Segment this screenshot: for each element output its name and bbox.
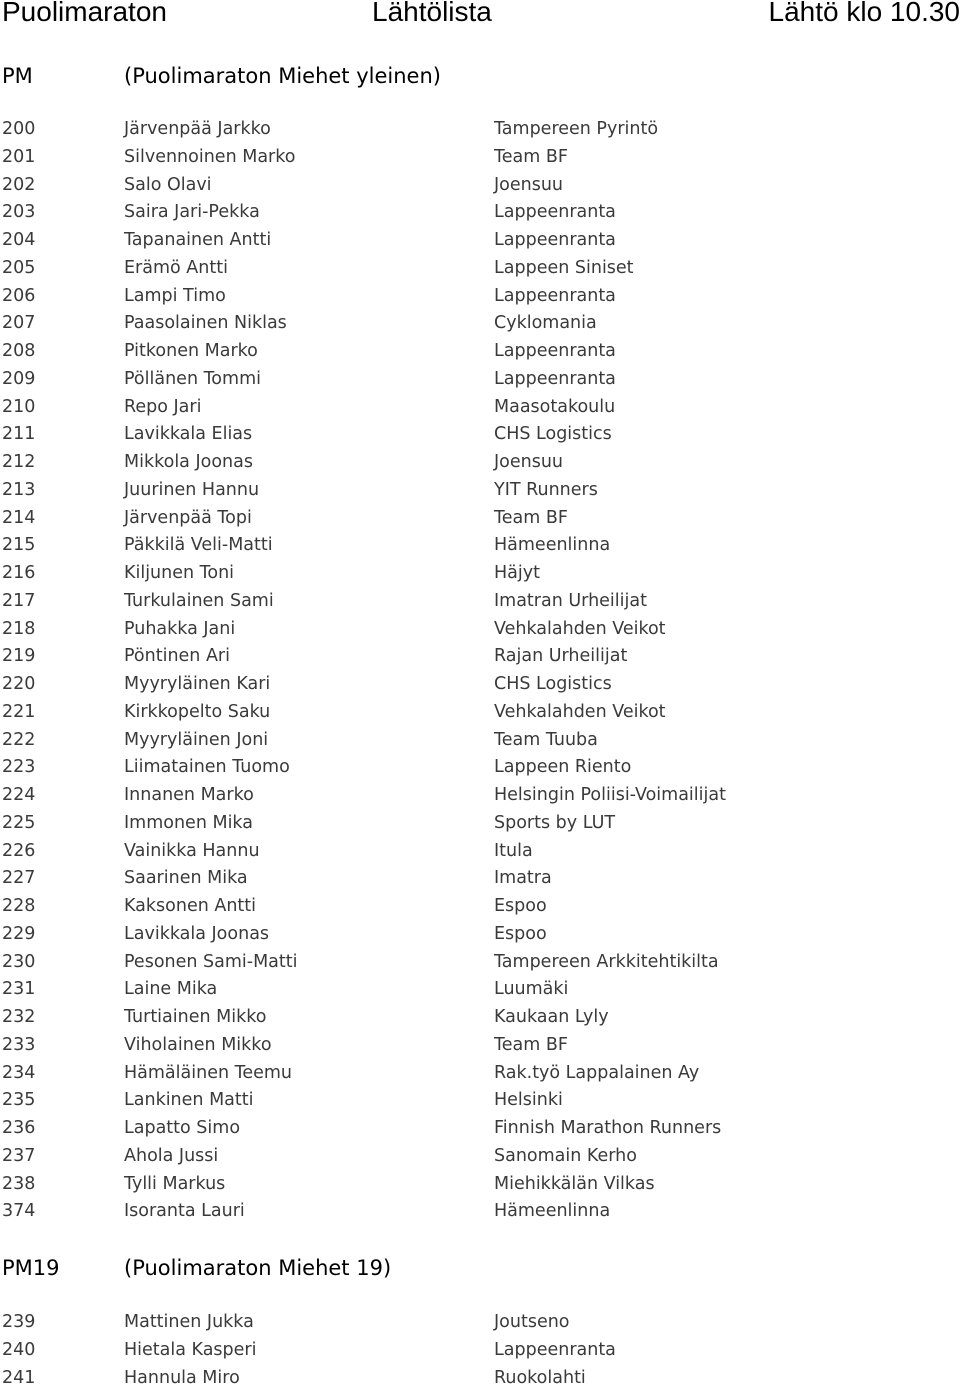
table-row bbox=[0, 394, 960, 422]
entry-number: 224 bbox=[2, 782, 35, 810]
runner-name: Turtiainen Mikko bbox=[124, 1004, 266, 1032]
table-row bbox=[0, 283, 960, 311]
entry-number: 202 bbox=[2, 172, 35, 200]
club-name: Häjyt bbox=[494, 560, 540, 588]
table-row bbox=[0, 1171, 960, 1199]
runner-name: Päkkilä Veli-Matti bbox=[124, 532, 273, 560]
table-row bbox=[0, 227, 960, 255]
runner-name: Repo Jari bbox=[124, 394, 201, 422]
entry-number: 216 bbox=[2, 560, 35, 588]
club-name: Team Tuuba bbox=[494, 727, 598, 755]
entry-number: 210 bbox=[2, 394, 35, 422]
runner-name: Viholainen Mikko bbox=[124, 1032, 272, 1060]
section-code: PM bbox=[2, 62, 33, 90]
entry-number: 201 bbox=[2, 144, 35, 172]
entry-number: 230 bbox=[2, 949, 35, 977]
club-name: Miehikkälän Vilkas bbox=[494, 1171, 655, 1199]
club-name: Team BF bbox=[494, 505, 568, 533]
table-row bbox=[0, 616, 960, 644]
club-name: Lappeenranta bbox=[494, 366, 616, 394]
runner-name: Mikkola Joonas bbox=[124, 449, 253, 477]
table-row bbox=[0, 560, 960, 588]
entry-number: 232 bbox=[2, 1004, 35, 1032]
table-row bbox=[0, 1337, 960, 1365]
runner-name: Pöntinen Ari bbox=[124, 643, 230, 671]
entry-number: 215 bbox=[2, 532, 35, 560]
table-row bbox=[0, 782, 960, 810]
runner-name: Saira Jari-Pekka bbox=[124, 199, 260, 227]
table-row bbox=[0, 199, 960, 227]
table-row bbox=[0, 976, 960, 1004]
entry-number: 200 bbox=[2, 116, 35, 144]
entry-number: 238 bbox=[2, 1171, 35, 1199]
runner-name: Isoranta Lauri bbox=[124, 1198, 245, 1226]
club-name: Rak.työ Lappalainen Ay bbox=[494, 1060, 699, 1088]
runner-name: Vainikka Hannu bbox=[124, 838, 260, 866]
entry-number: 220 bbox=[2, 671, 35, 699]
club-name: Vehkalahden Veikot bbox=[494, 616, 666, 644]
table-row bbox=[0, 366, 960, 394]
club-name: Cyklomania bbox=[494, 310, 597, 338]
entry-number: 233 bbox=[2, 1032, 35, 1060]
runner-name: Kirkkopelto Saku bbox=[124, 699, 270, 727]
runner-name: Hannula Miro bbox=[124, 1365, 240, 1392]
page-header bbox=[0, 0, 960, 30]
club-name: Vehkalahden Veikot bbox=[494, 699, 666, 727]
runner-name: Kaksonen Antti bbox=[124, 893, 256, 921]
runner-name: Mattinen Jukka bbox=[124, 1309, 254, 1337]
runner-name: Lapatto Simo bbox=[124, 1115, 240, 1143]
table-row bbox=[0, 838, 960, 866]
entry-number: 240 bbox=[2, 1337, 35, 1365]
table-row bbox=[0, 1365, 960, 1392]
club-name: Team BF bbox=[494, 144, 568, 172]
table-row bbox=[0, 754, 960, 782]
entry-number: 204 bbox=[2, 227, 35, 255]
entry-number: 223 bbox=[2, 754, 35, 782]
runner-name: Järvenpää Topi bbox=[124, 505, 252, 533]
table-row bbox=[0, 421, 960, 449]
section-code: PM19 bbox=[2, 1254, 60, 1282]
entry-number: 228 bbox=[2, 893, 35, 921]
table-row bbox=[0, 310, 960, 338]
entry-number: 227 bbox=[2, 865, 35, 893]
page-title: Puolimaraton bbox=[2, 0, 167, 26]
club-name: Hämeenlinna bbox=[494, 1198, 610, 1226]
runner-name: Lavikkala Joonas bbox=[124, 921, 269, 949]
club-name: Tampereen Arkkitehtikilta bbox=[494, 949, 719, 977]
table-row bbox=[0, 1032, 960, 1060]
table-row bbox=[0, 1198, 960, 1226]
table-row bbox=[0, 1115, 960, 1143]
entry-number: 221 bbox=[2, 699, 35, 727]
runner-name: Immonen Mika bbox=[124, 810, 253, 838]
club-name: Imatran Urheilijat bbox=[494, 588, 647, 616]
entry-number: 225 bbox=[2, 810, 35, 838]
club-name: CHS Logistics bbox=[494, 671, 612, 699]
table-row bbox=[0, 1143, 960, 1171]
runner-name: Lavikkala Elias bbox=[124, 421, 252, 449]
club-name: Itula bbox=[494, 838, 533, 866]
runner-name: Silvennoinen Marko bbox=[124, 144, 295, 172]
entry-number: 236 bbox=[2, 1115, 35, 1143]
club-name: Lappeen Riento bbox=[494, 754, 631, 782]
entry-number: 203 bbox=[2, 199, 35, 227]
table-row bbox=[0, 172, 960, 200]
start-time: Lähtö klo 10.30 bbox=[769, 0, 960, 26]
entry-number: 226 bbox=[2, 838, 35, 866]
table-row bbox=[0, 505, 960, 533]
entry-number: 231 bbox=[2, 976, 35, 1004]
club-name: Lappeenranta bbox=[494, 1337, 616, 1365]
runner-name: Salo Olavi bbox=[124, 172, 212, 200]
entry-number: 206 bbox=[2, 283, 35, 311]
club-name: Ruokolahti bbox=[494, 1365, 586, 1392]
entry-list-pm bbox=[0, 116, 960, 1226]
table-row bbox=[0, 477, 960, 505]
club-name: Finnish Marathon Runners bbox=[494, 1115, 721, 1143]
runner-name: Kiljunen Toni bbox=[124, 560, 234, 588]
club-name: Rajan Urheilijat bbox=[494, 643, 627, 671]
table-row bbox=[0, 1087, 960, 1115]
club-name: Lappeenranta bbox=[494, 338, 616, 366]
entry-number: 211 bbox=[2, 421, 35, 449]
club-name: Joensuu bbox=[494, 172, 563, 200]
runner-name: Ahola Jussi bbox=[124, 1143, 218, 1171]
section-header-pm bbox=[0, 62, 960, 92]
runner-name: Pitkonen Marko bbox=[124, 338, 258, 366]
club-name: Sports by LUT bbox=[494, 810, 615, 838]
table-row bbox=[0, 255, 960, 283]
entry-number: 239 bbox=[2, 1309, 35, 1337]
table-row bbox=[0, 643, 960, 671]
club-name: Espoo bbox=[494, 893, 547, 921]
runner-name: Pöllänen Tommi bbox=[124, 366, 261, 394]
table-row bbox=[0, 1309, 960, 1337]
entry-number: 219 bbox=[2, 643, 35, 671]
club-name: Kaukaan Lyly bbox=[494, 1004, 609, 1032]
section-description: (Puolimaraton Miehet 19) bbox=[124, 1254, 391, 1282]
table-row bbox=[0, 588, 960, 616]
runner-name: Hämäläinen Teemu bbox=[124, 1060, 292, 1088]
runner-name: Pesonen Sami-Matti bbox=[124, 949, 298, 977]
club-name: CHS Logistics bbox=[494, 421, 612, 449]
table-row bbox=[0, 727, 960, 755]
club-name: Lappeen Siniset bbox=[494, 255, 634, 283]
entry-number: 235 bbox=[2, 1087, 35, 1115]
entry-number: 241 bbox=[2, 1365, 35, 1392]
table-row bbox=[0, 671, 960, 699]
table-row bbox=[0, 532, 960, 560]
entry-number: 208 bbox=[2, 338, 35, 366]
runner-name: Tapanainen Antti bbox=[124, 227, 271, 255]
club-name: Imatra bbox=[494, 865, 552, 893]
entry-number: 214 bbox=[2, 505, 35, 533]
runner-name: Myyryläinen Kari bbox=[124, 671, 270, 699]
runner-name: Puhakka Jani bbox=[124, 616, 235, 644]
entry-number: 374 bbox=[2, 1198, 35, 1226]
runner-name: Lankinen Matti bbox=[124, 1087, 253, 1115]
runner-name: Tylli Markus bbox=[124, 1171, 225, 1199]
club-name: YIT Runners bbox=[494, 477, 598, 505]
entry-number: 229 bbox=[2, 921, 35, 949]
runner-name: Innanen Marko bbox=[124, 782, 254, 810]
section-header-pm19 bbox=[0, 1254, 960, 1284]
runner-name: Liimatainen Tuomo bbox=[124, 754, 290, 782]
table-row bbox=[0, 949, 960, 977]
entry-list-pm19 bbox=[0, 1309, 960, 1392]
club-name: Lappeenranta bbox=[494, 227, 616, 255]
table-row bbox=[0, 338, 960, 366]
entry-number: 212 bbox=[2, 449, 35, 477]
runner-name: Järvenpää Jarkko bbox=[124, 116, 271, 144]
table-row bbox=[0, 116, 960, 144]
runner-name: Saarinen Mika bbox=[124, 865, 248, 893]
runner-name: Myyryläinen Joni bbox=[124, 727, 268, 755]
table-row bbox=[0, 449, 960, 477]
entry-number: 217 bbox=[2, 588, 35, 616]
club-name: Sanomain Kerho bbox=[494, 1143, 637, 1171]
table-row bbox=[0, 865, 960, 893]
runner-name: Hietala Kasperi bbox=[124, 1337, 256, 1365]
club-name: Maasotakoulu bbox=[494, 394, 615, 422]
table-row bbox=[0, 699, 960, 727]
runner-name: Laine Mika bbox=[124, 976, 217, 1004]
club-name: Luumäki bbox=[494, 976, 568, 1004]
entry-number: 222 bbox=[2, 727, 35, 755]
table-row bbox=[0, 144, 960, 172]
club-name: Lappeenranta bbox=[494, 283, 616, 311]
club-name: Joensuu bbox=[494, 449, 563, 477]
club-name: Helsinki bbox=[494, 1087, 563, 1115]
club-name: Team BF bbox=[494, 1032, 568, 1060]
runner-name: Turkulainen Sami bbox=[124, 588, 274, 616]
list-label: Lähtölista bbox=[372, 0, 492, 26]
runner-name: Lampi Timo bbox=[124, 283, 226, 311]
entry-number: 207 bbox=[2, 310, 35, 338]
club-name: Helsingin Poliisi-Voimailijat bbox=[494, 782, 726, 810]
club-name: Hämeenlinna bbox=[494, 532, 610, 560]
club-name: Lappeenranta bbox=[494, 199, 616, 227]
table-row bbox=[0, 1060, 960, 1088]
entry-number: 237 bbox=[2, 1143, 35, 1171]
entry-number: 218 bbox=[2, 616, 35, 644]
table-row bbox=[0, 893, 960, 921]
table-row bbox=[0, 921, 960, 949]
club-name: Joutseno bbox=[494, 1309, 570, 1337]
table-row bbox=[0, 810, 960, 838]
entry-number: 213 bbox=[2, 477, 35, 505]
club-name: Tampereen Pyrintö bbox=[494, 116, 658, 144]
runner-name: Paasolainen Niklas bbox=[124, 310, 287, 338]
entry-number: 205 bbox=[2, 255, 35, 283]
club-name: Espoo bbox=[494, 921, 547, 949]
section-description: (Puolimaraton Miehet yleinen) bbox=[124, 62, 441, 90]
runner-name: Juurinen Hannu bbox=[124, 477, 259, 505]
table-row bbox=[0, 1004, 960, 1032]
runner-name: Erämö Antti bbox=[124, 255, 228, 283]
entry-number: 234 bbox=[2, 1060, 35, 1088]
entry-number: 209 bbox=[2, 366, 35, 394]
